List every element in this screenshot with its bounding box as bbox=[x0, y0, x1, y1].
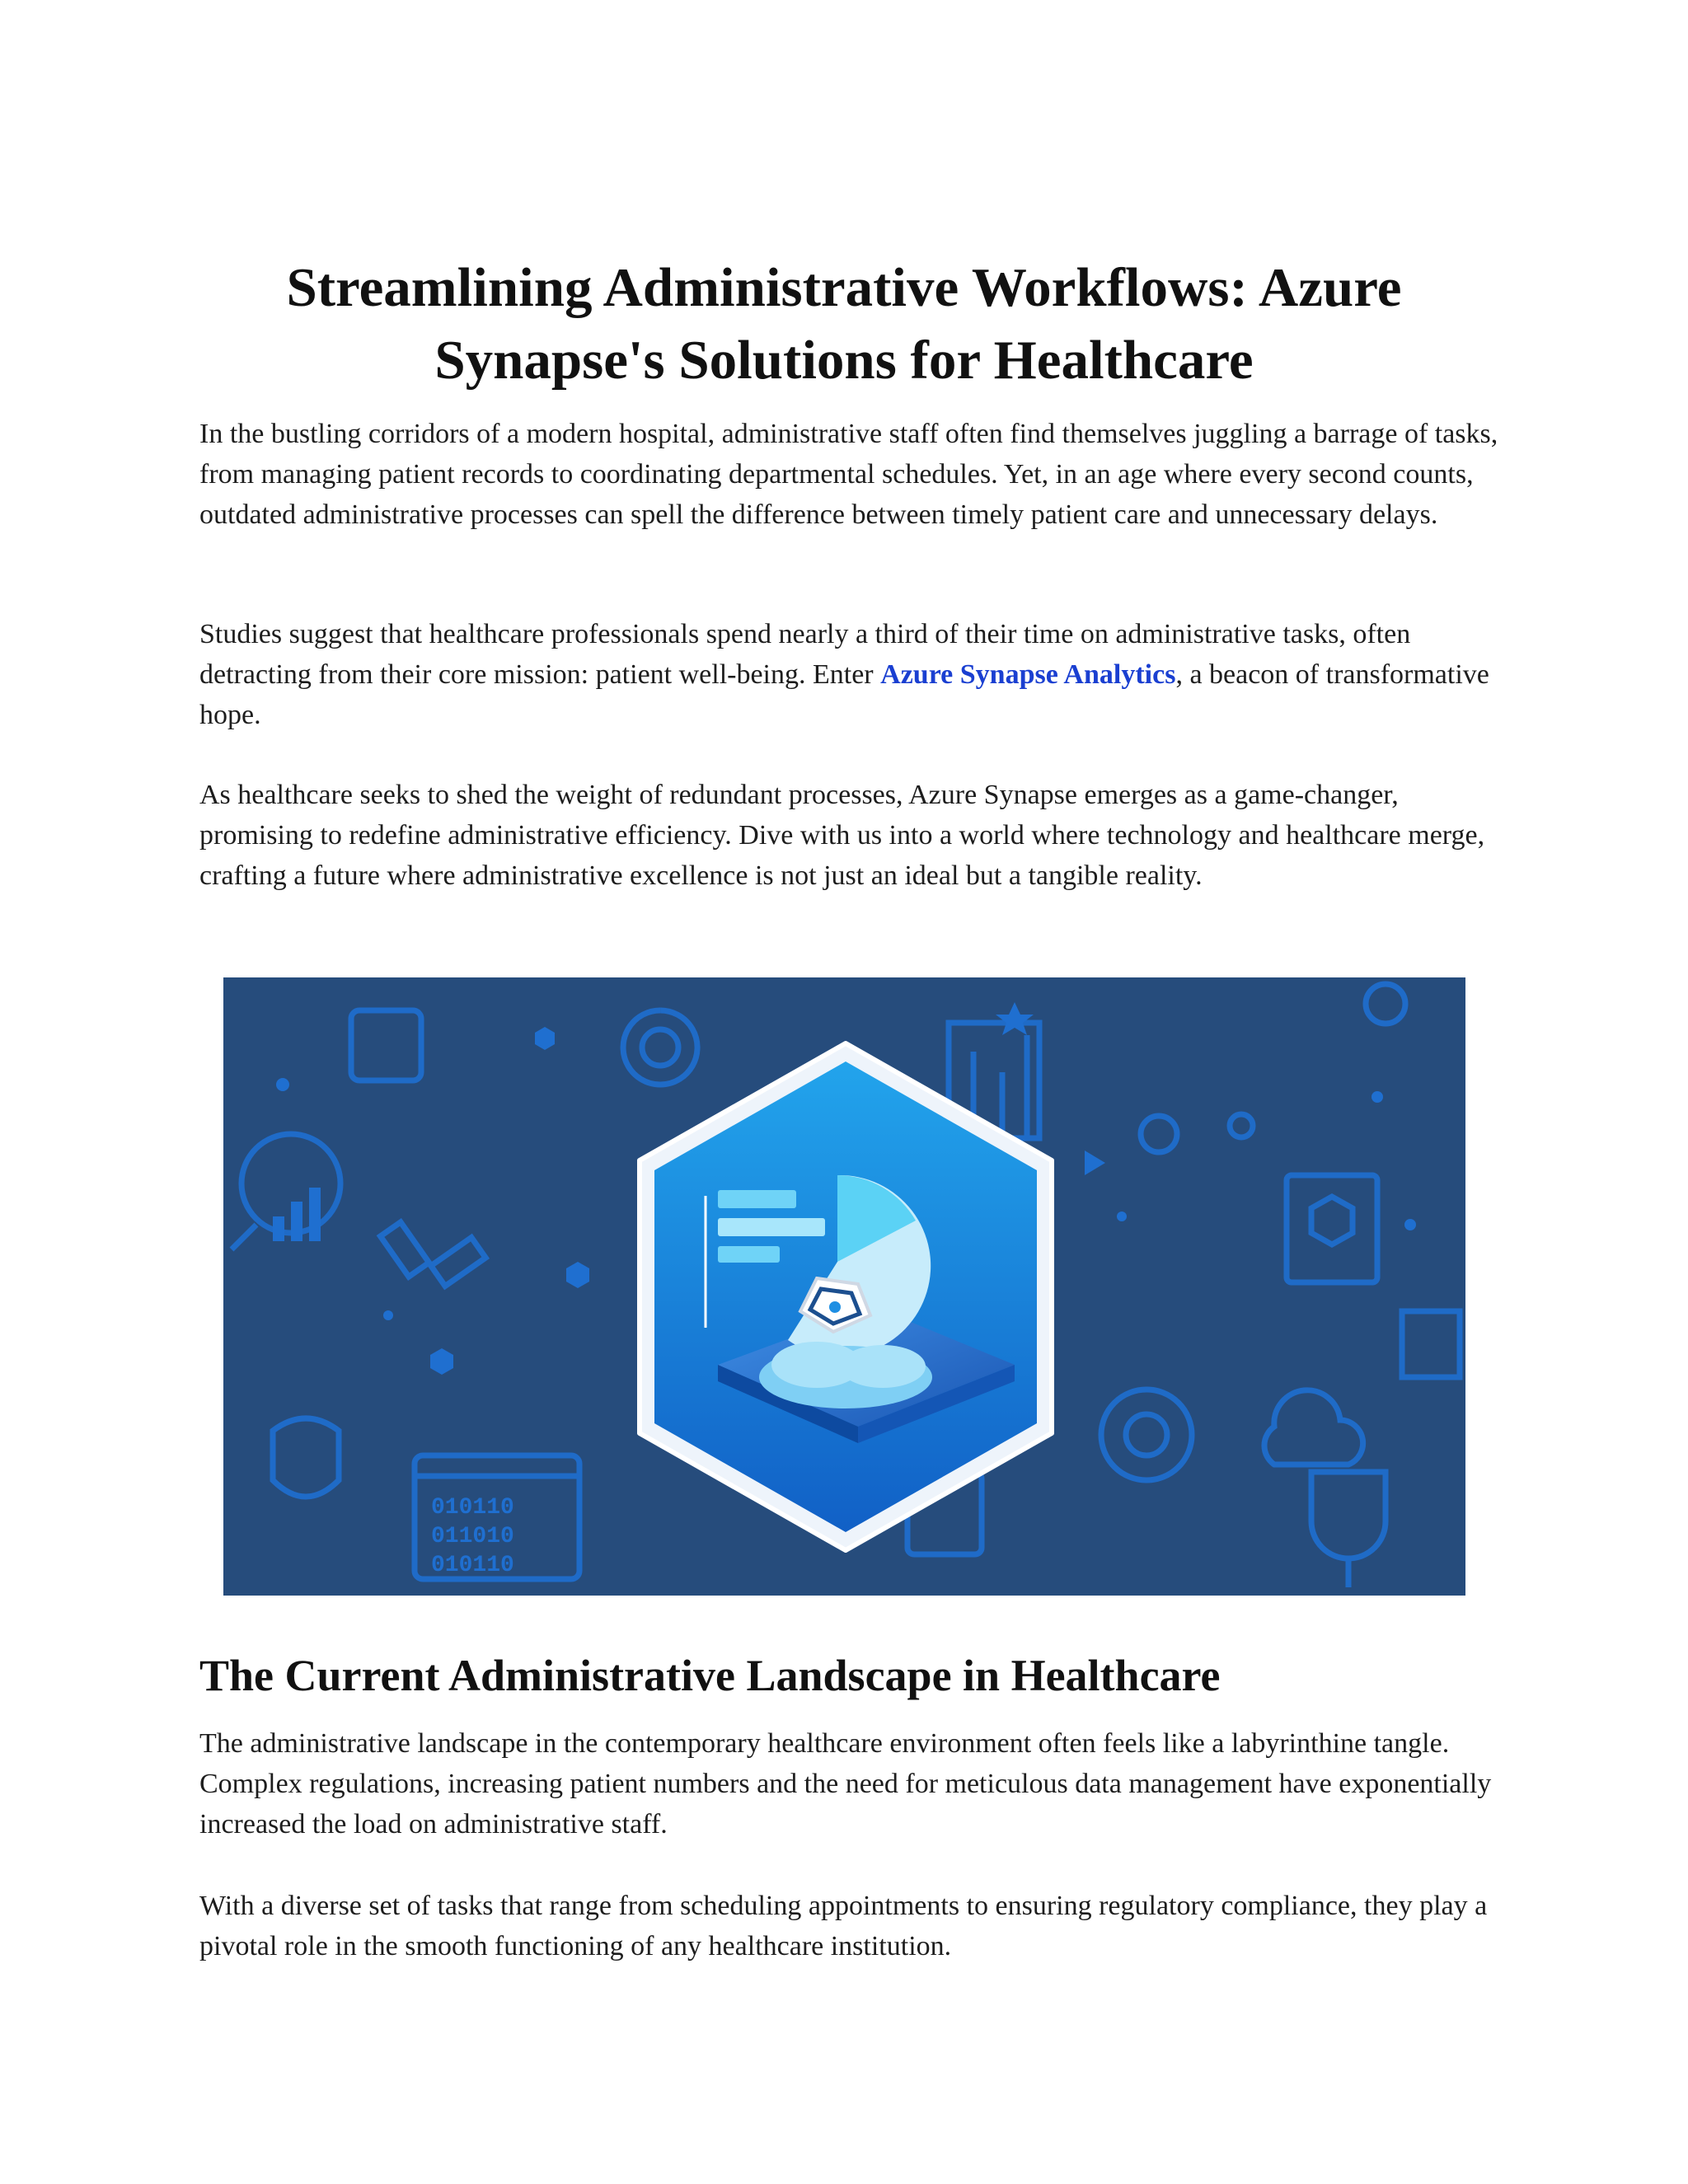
intro-paragraph-1: In the bustling corridors of a modern hospital, administrative staff often find themselves juggling a barrage of tasks, from managing patient records to coordinating departmental schedules. Yet, in an age where every second counts, outdated administrative processes can spell the difference between timely patient care and unnecessary delays. bbox=[199, 419, 1498, 530]
page-title: Streamlining Administrative Workflows: Azure Synapse's Solutions for Healthcare bbox=[286, 257, 1402, 391]
intro-paragraph-2-tail: , a beacon of transformative hope. bbox=[199, 659, 1489, 730]
intro-paragraph-2 bbox=[199, 614, 1502, 735]
section-paragraph-1: The administrative landscape in the contemporary healthcare environment often feels like a labyrinthine tangle. Complex regulations, increasing patient numbers and the need for meticulous data management have exponentially increased the load on administrative staff. bbox=[199, 1728, 1492, 1840]
code-line-1: 010110 bbox=[431, 1495, 514, 1521]
intro-paragraph-3: As healthcare seeks to shed the weight of redundant processes, Azure Synapse emerges as a game-changer, promising to redefine administrative efficiency. Dive with us into a world where technology and healthcare merge, crafting a future where administrative excellence is not just an ideal but a tangible reality. bbox=[199, 780, 1485, 891]
bar-chart-icon bbox=[273, 1216, 284, 1241]
section-paragraph-2: With a diverse set of tasks that range from scheduling appointments to ensuring regulatory compliance, they play a pivotal role in the smooth functioning of any healthcare institution. bbox=[199, 1891, 1488, 1961]
code-line-2: 011010 bbox=[431, 1524, 514, 1549]
intro-paragraph-2-lead: Studies suggest that healthcare professionals spend nearly a third of their time on administrative tasks, often detracting from their core mission: patient well-being. Enter bbox=[199, 619, 1411, 690]
section-heading: The Current Administrative Landscape in Healthcare bbox=[199, 1651, 1221, 1700]
hero-illustration bbox=[223, 977, 1465, 1596]
code-line-3: 010110 bbox=[431, 1553, 514, 1578]
azure-synapse-analytics-link[interactable]: Azure Synapse Analytics bbox=[880, 659, 1176, 690]
